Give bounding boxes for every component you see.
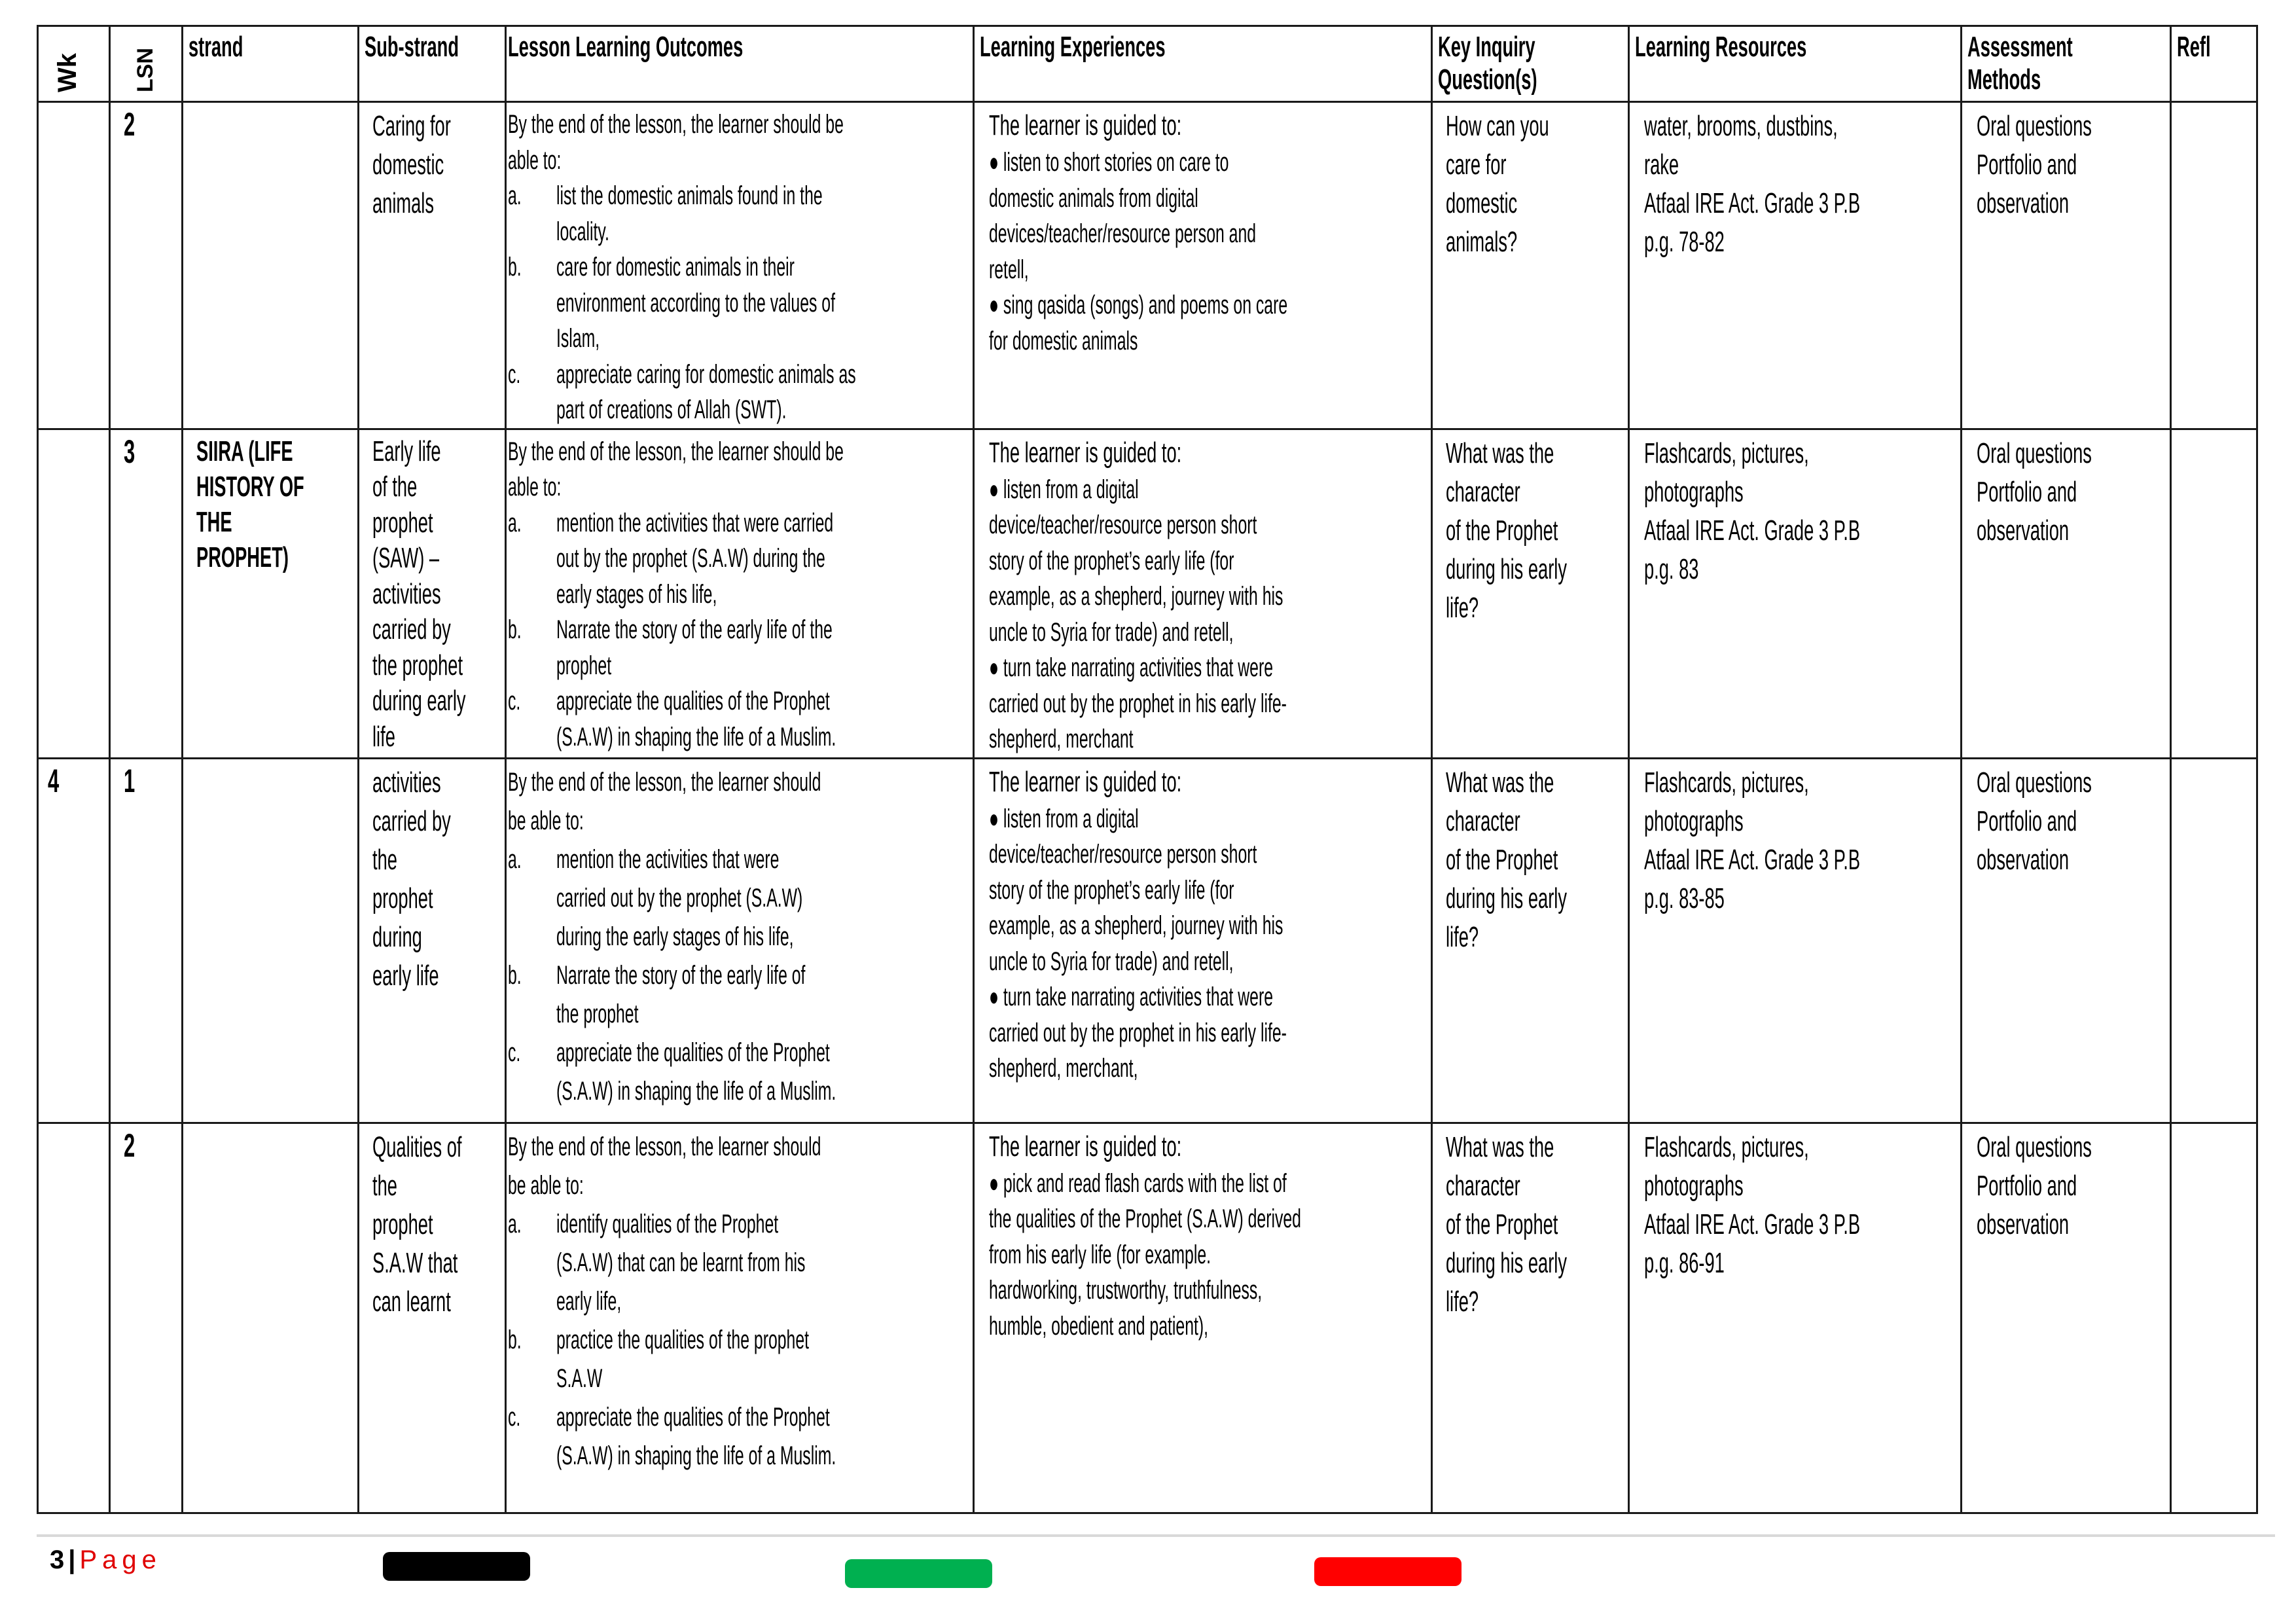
header-experiences — [974, 26, 1432, 102]
outcome-line: mention the activities that were carried — [556, 508, 834, 537]
cell-assessment — [1962, 758, 2171, 1123]
outcome-line: S.A.W — [556, 1363, 603, 1393]
cell-experiences — [974, 1123, 1432, 1513]
outcome-line: care for domestic animals in their — [556, 253, 795, 281]
sub-strand-text: the — [372, 1169, 397, 1202]
sub-strand-text: the — [372, 843, 397, 876]
inquiry-text: character — [1446, 804, 1520, 837]
experience-text: ● turn take narrating activities that were — [989, 653, 1274, 682]
experience-text: carried out by the prophet in his early life- — [989, 689, 1287, 718]
experience-text: The learner is guided to: — [989, 1130, 1182, 1163]
sub-strand-text: of the — [372, 471, 418, 503]
inquiry-text: domestic — [1446, 187, 1518, 219]
sub-strand-text: animals — [372, 187, 435, 219]
resource-text: Atfaal IRE Act. Grade 3 P.B — [1644, 1208, 1861, 1240]
sub-strand-text: activities — [372, 577, 441, 610]
header-experiences-label: Learning Experiences — [980, 31, 1166, 63]
experience-text: ● listen to short stories on care to — [989, 148, 1229, 177]
outcome-line: (S.A.W) in shaping the life of a Muslim. — [556, 722, 836, 751]
experience-text: example, as a shepherd, journey with his — [989, 582, 1283, 611]
outcome-marker: a. — [508, 508, 522, 537]
outcome-text — [508, 956, 967, 1034]
inquiry-text: character — [1446, 1169, 1520, 1202]
inquiry-text: life? — [1446, 591, 1479, 624]
footer-separator — [37, 1534, 2275, 1537]
sub-strand-text: Caring for — [372, 110, 451, 142]
sub-strand-text: S.A.W that — [372, 1246, 458, 1279]
outcome-text — [508, 178, 967, 249]
header-lsn-label: LSN — [133, 48, 158, 92]
assessment-text: observation — [1977, 843, 2070, 876]
outcome-marker: b. — [508, 615, 522, 644]
sub-strand-text: carried by — [372, 804, 451, 837]
outcomes-intro-text: able to: — [508, 473, 562, 501]
experience-text: example, as a shepherd, journey with his — [989, 911, 1283, 940]
outcome-line: appreciate caring for domestic animals as — [556, 359, 856, 389]
sub-strand-text: domestic — [372, 149, 444, 181]
outcome-line: appreciate the qualities of the Prophet — [556, 1038, 830, 1067]
page-number-footer — [50, 1543, 162, 1576]
experience-text: The learner is guided to: — [989, 436, 1182, 469]
sub-strand-text: prophet — [372, 506, 433, 539]
strand-text: THE — [196, 505, 232, 538]
header-sub-strand-label: Sub-strand — [365, 31, 459, 63]
sub-strand-text: during early — [372, 685, 466, 717]
cell-resources — [1629, 102, 1962, 429]
sub-strand-text: prophet — [372, 1208, 433, 1240]
experience-text: uncle to Syria for trade) and retell, — [989, 617, 1234, 647]
cell-outcomes — [506, 758, 974, 1123]
color-bar-green — [845, 1559, 992, 1588]
outcomes-intro-text: be able to: — [508, 1170, 584, 1200]
outcomes-intro-text: By the end of the lesson, the learner should be — [508, 110, 844, 139]
experience-text: humble, obedient and patient), — [989, 1311, 1209, 1341]
experience-text: hardworking, trustworthy, truthfulness, — [989, 1276, 1263, 1305]
outcome-line: mention the activities that were — [556, 844, 780, 874]
assessment-text: Portfolio and — [1977, 1169, 2077, 1202]
outcome-item — [508, 178, 967, 249]
page-label: Page — [79, 1545, 162, 1574]
assessment-text: observation — [1977, 1208, 2070, 1240]
assessment-text: Portfolio and — [1977, 475, 2077, 508]
header-resources-label: Learning Resources — [1635, 31, 1807, 63]
header-reflection — [2171, 26, 2257, 102]
resource-text: photographs — [1644, 475, 1744, 508]
experience-text: carried out by the prophet in his early life- — [989, 1018, 1287, 1047]
outcome-text — [508, 1321, 967, 1398]
inquiry-text: during his early — [1446, 882, 1567, 914]
cell-reflection — [2171, 102, 2257, 429]
experience-text: The learner is guided to: — [989, 765, 1182, 798]
cell-sub-strand — [359, 1123, 506, 1513]
outcome-item — [508, 612, 967, 683]
outcome-line: (S.A.W) in shaping the life of a Muslim. — [556, 1441, 836, 1470]
outcome-line: Narrate the story of the early life of — [556, 960, 806, 990]
outcome-item — [508, 505, 967, 613]
cell-reflection — [2171, 1123, 2257, 1513]
outcomes-intro-text: By the end of the lesson, the learner should — [508, 767, 821, 797]
outcome-text — [508, 1034, 967, 1111]
inquiry-text: What was the — [1446, 1130, 1554, 1163]
resource-text: Atfaal IRE Act. Grade 3 P.B — [1644, 514, 1861, 547]
header-strand — [183, 26, 359, 102]
strand-text: PROPHET) — [196, 541, 289, 573]
inquiry-text: How can you — [1446, 110, 1549, 142]
outcome-line: prophet — [556, 651, 612, 680]
week-number: 4 — [48, 762, 60, 799]
outcome-line: Islam, — [556, 324, 600, 353]
outcome-item — [508, 1321, 967, 1398]
outcome-marker: b. — [508, 253, 522, 281]
header-inquiry-label-2: Question(s) — [1438, 63, 1537, 96]
experience-text: devices/teacher/resource person and — [989, 219, 1257, 248]
assessment-text: Oral questions — [1977, 1130, 2092, 1163]
cell-experiences — [974, 429, 1432, 758]
strand-text: HISTORY OF — [196, 470, 304, 503]
sub-strand-text: (SAW) – — [372, 542, 440, 574]
scheme-of-work-table — [37, 25, 2258, 1514]
cell-reflection — [2171, 429, 2257, 758]
cell-inquiry — [1432, 102, 1629, 429]
experience-text: for domestic animals — [989, 326, 1138, 355]
outcome-item — [508, 1205, 967, 1321]
experience-text: ● listen from a digital — [989, 475, 1139, 504]
sub-strand-text: activities — [372, 766, 441, 799]
experience-text: retell, — [989, 255, 1029, 284]
outcome-item — [508, 357, 967, 428]
outcome-line: list the domestic animals found in the — [556, 181, 823, 210]
outcomes-intro-text: be able to: — [508, 806, 584, 835]
header-row — [38, 26, 2257, 102]
sub-strand-text: can learnt — [372, 1285, 451, 1318]
outcome-marker: c. — [508, 687, 521, 715]
assessment-text: observation — [1977, 187, 2070, 219]
inquiry-text: during his early — [1446, 1246, 1567, 1279]
outcome-line: during the early stages of his life, — [556, 922, 794, 951]
color-bar-black — [383, 1552, 530, 1581]
inquiry-text: care for — [1446, 149, 1507, 181]
cell-lsn — [110, 102, 183, 429]
experience-text: ● turn take narrating activities that were — [989, 983, 1274, 1011]
cell-strand — [183, 102, 359, 429]
outcome-text — [508, 683, 967, 755]
inquiry-text: character — [1446, 475, 1520, 508]
resource-text: Flashcards, pictures, — [1644, 1130, 1809, 1163]
outcome-line: carried out by the prophet (S.A.W) — [556, 883, 803, 912]
outcome-marker: b. — [508, 1325, 522, 1354]
header-reflection-label: Refl — [2177, 31, 2211, 63]
resource-text: photographs — [1644, 804, 1744, 837]
sub-strand-text: early life — [372, 959, 439, 992]
cell-lsn — [110, 758, 183, 1123]
cell-resources — [1629, 429, 1962, 758]
outcome-line: appreciate the qualities of the Prophet — [556, 1402, 830, 1432]
inquiry-text: animals? — [1446, 226, 1518, 258]
experience-text: from his early life (for example. — [989, 1240, 1211, 1269]
cell-sub-strand — [359, 102, 506, 429]
table-row — [38, 102, 2257, 429]
header-inquiry — [1432, 26, 1629, 102]
experience-text: ● sing qasida (songs) and poems on care — [989, 291, 1288, 319]
outcome-line: Narrate the story of the early life of the — [556, 615, 833, 644]
resource-text: p.g. 83-85 — [1644, 882, 1725, 914]
header-outcomes-label: Lesson Learning Outcomes — [508, 31, 744, 63]
inquiry-text: during his early — [1446, 552, 1567, 585]
resource-text: water, brooms, dustbins, — [1644, 110, 1838, 142]
lesson-number: 3 — [124, 433, 135, 470]
experience-text: story of the prophet’s early life (for — [989, 875, 1234, 905]
cell-assessment — [1962, 429, 2171, 758]
table-row — [38, 429, 2257, 758]
cell-wk — [38, 758, 110, 1123]
outcome-line: identify qualities of the Prophet — [556, 1209, 779, 1238]
table-row — [38, 758, 2257, 1123]
header-outcomes — [506, 26, 974, 102]
outcome-text — [508, 249, 967, 357]
page-number: 3 — [50, 1545, 65, 1574]
outcome-marker: a. — [508, 181, 522, 210]
header-assessment-label-2: Methods — [1967, 63, 2041, 96]
inquiry-text: What was the — [1446, 766, 1554, 799]
cell-inquiry — [1432, 1123, 1629, 1513]
experience-text: story of the prophet’s early life (for — [989, 546, 1234, 575]
outcome-item — [508, 1034, 967, 1111]
inquiry-text: life? — [1446, 920, 1479, 953]
cell-sub-strand — [359, 758, 506, 1123]
outcome-line: the prophet — [556, 999, 639, 1028]
cell-strand — [183, 758, 359, 1123]
outcome-marker: b. — [508, 960, 522, 990]
cell-experiences — [974, 102, 1432, 429]
header-lsn — [110, 26, 183, 102]
outcome-marker: a. — [508, 844, 522, 874]
experience-text: domestic animals from digital — [989, 183, 1198, 213]
experience-text: device/teacher/resource person short — [989, 511, 1257, 539]
experience-text: device/teacher/resource person short — [989, 840, 1257, 869]
header-assessment-label-1: Assessment — [1967, 31, 2073, 63]
sub-strand-text: during — [372, 920, 422, 953]
outcomes-intro-text: By the end of the lesson, the learner should — [508, 1132, 821, 1161]
cell-wk — [38, 429, 110, 758]
outcome-line: practice the qualities of the prophet — [556, 1325, 810, 1354]
page-separator: | — [68, 1545, 76, 1574]
cell-wk — [38, 1123, 110, 1513]
experience-text: ● listen from a digital — [989, 804, 1139, 833]
outcome-marker: c. — [508, 359, 521, 389]
lesson-number: 2 — [124, 106, 135, 143]
header-sub-strand — [359, 26, 506, 102]
header-wk — [38, 26, 110, 102]
outcome-line: (S.A.W) in shaping the life of a Muslim. — [556, 1076, 836, 1106]
cell-resources — [1629, 758, 1962, 1123]
inquiry-text: of the Prophet — [1446, 1208, 1558, 1240]
header-wk-label: Wk — [53, 53, 82, 92]
inquiry-text: of the Prophet — [1446, 514, 1558, 547]
outcome-marker: a. — [508, 1209, 522, 1238]
resource-text: Flashcards, pictures, — [1644, 766, 1809, 799]
resource-text: rake — [1644, 149, 1679, 181]
experience-text: The learner is guided to: — [989, 109, 1182, 141]
outcome-line: early life, — [556, 1286, 622, 1316]
experience-text: shepherd, merchant, — [989, 1054, 1138, 1083]
sub-strand-text: Qualities of — [372, 1130, 462, 1163]
outcome-marker: c. — [508, 1402, 521, 1432]
strand-text: SIIRA (LIFE — [196, 435, 293, 467]
outcome-line: part of creations of Allah (SWT). — [556, 395, 787, 424]
assessment-text: Oral questions — [1977, 437, 2092, 469]
header-assessment — [1962, 26, 2171, 102]
sub-strand-text: prophet — [372, 882, 433, 914]
cell-lsn — [110, 429, 183, 758]
sub-strand-text: the prophet — [372, 649, 463, 681]
outcome-text — [508, 612, 967, 683]
outcome-text — [508, 1398, 967, 1475]
table-row — [38, 1123, 2257, 1513]
outcome-item — [508, 1398, 967, 1475]
inquiry-text: What was the — [1446, 437, 1554, 469]
outcome-line: environment according to the values of — [556, 288, 835, 317]
cell-inquiry — [1432, 758, 1629, 1123]
experience-text: uncle to Syria for trade) and retell, — [989, 947, 1234, 976]
cell-strand — [183, 429, 359, 758]
assessment-text: Oral questions — [1977, 110, 2092, 142]
experience-text: ● pick and read flash cards with the list of — [989, 1168, 1287, 1198]
outcome-line: appreciate the qualities of the Prophet — [556, 687, 830, 715]
resource-text: Atfaal IRE Act. Grade 3 P.B — [1644, 843, 1861, 876]
color-bar-red — [1314, 1557, 1462, 1586]
cell-inquiry — [1432, 429, 1629, 758]
outcome-line: locality. — [556, 217, 609, 246]
outcome-text — [508, 505, 967, 613]
header-inquiry-label-1: Key Inquiry — [1438, 31, 1535, 63]
cell-strand — [183, 1123, 359, 1513]
experience-text: shepherd, merchant — [989, 725, 1134, 753]
sub-strand-text: life — [372, 720, 395, 753]
cell-experiences — [974, 758, 1432, 1123]
assessment-text: observation — [1977, 514, 2070, 547]
resource-text: p.g. 86-91 — [1644, 1246, 1725, 1279]
resource-text: photographs — [1644, 1169, 1744, 1202]
outcome-line: (S.A.W) that can be learnt from his — [556, 1248, 806, 1277]
outcomes-intro-text: By the end of the lesson, the learner should be — [508, 437, 844, 466]
outcome-line: early stages of his life, — [556, 579, 717, 609]
cell-outcomes — [506, 1123, 974, 1513]
resource-text: Flashcards, pictures, — [1644, 437, 1809, 469]
cell-lsn — [110, 1123, 183, 1513]
cell-assessment — [1962, 102, 2171, 429]
header-strand-label: strand — [188, 31, 243, 63]
assessment-text: Oral questions — [1977, 766, 2092, 799]
inquiry-text: life? — [1446, 1285, 1479, 1318]
cell-wk — [38, 102, 110, 429]
sub-strand-text: Early life — [372, 435, 441, 467]
lesson-number: 2 — [124, 1127, 135, 1164]
experience-text: the qualities of the Prophet (S.A.W) derived — [989, 1204, 1301, 1233]
cell-sub-strand — [359, 429, 506, 758]
lesson-number: 1 — [124, 762, 135, 799]
assessment-text: Portfolio and — [1977, 804, 2077, 837]
outcomes-intro-text: able to: — [508, 145, 562, 175]
header-resources — [1629, 26, 1962, 102]
sub-strand-text: carried by — [372, 613, 451, 645]
cell-resources — [1629, 1123, 1962, 1513]
outcome-item — [508, 840, 967, 956]
outcome-item — [508, 956, 967, 1034]
resource-text: Atfaal IRE Act. Grade 3 P.B — [1644, 187, 1861, 219]
outcome-marker: c. — [508, 1038, 521, 1067]
resource-text: p.g. 83 — [1644, 552, 1699, 585]
outcome-line: out by the prophet (S.A.W) during the — [556, 544, 825, 573]
outcome-item — [508, 683, 967, 755]
outcome-item — [508, 249, 967, 357]
outcome-text — [508, 840, 967, 956]
outcome-text — [508, 357, 967, 428]
cell-assessment — [1962, 1123, 2171, 1513]
cell-outcomes — [506, 429, 974, 758]
resource-text: p.g. 78-82 — [1644, 226, 1725, 258]
inquiry-text: of the Prophet — [1446, 843, 1558, 876]
outcome-text — [508, 1205, 967, 1321]
cell-outcomes — [506, 102, 974, 429]
assessment-text: Portfolio and — [1977, 149, 2077, 181]
cell-reflection — [2171, 758, 2257, 1123]
